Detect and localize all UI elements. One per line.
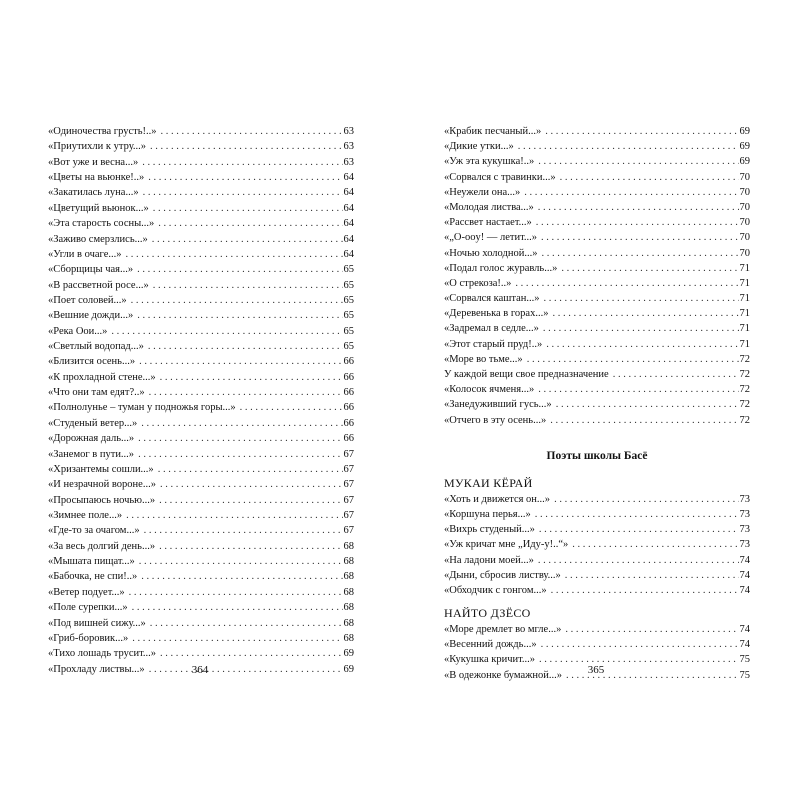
toc-entry	[48, 324, 354, 339]
toc-entry	[444, 413, 750, 428]
entry-title: «Задремал в седле...»	[444, 323, 539, 335]
leader-dots	[142, 155, 342, 170]
entry-title: «Обходчик с гонгом...»	[444, 584, 547, 596]
entry-page-number: 69	[739, 141, 750, 153]
leader-dots	[524, 185, 738, 200]
toc-entry	[444, 230, 750, 245]
leader-dots	[149, 385, 343, 400]
leader-dots	[539, 522, 739, 537]
toc-entry	[48, 308, 354, 323]
entry-title: «Вешние дожди...»	[48, 310, 134, 322]
entry-page-number: 66	[343, 417, 354, 429]
entry-page-number: 74	[739, 569, 750, 581]
toc-entry	[48, 385, 354, 400]
leader-dots	[143, 185, 343, 200]
toc-entry	[48, 462, 354, 477]
entry-title: «Колосок ячменя...»	[444, 384, 535, 396]
entry-title: «Отчего в эту осень...»	[444, 414, 547, 426]
toc-entry	[48, 155, 354, 170]
entry-title: «Близится осень...»	[48, 356, 136, 368]
leader-dots	[560, 170, 739, 185]
entry-page-number: 70	[739, 247, 750, 259]
entry-title: «Угли в очаге...»	[48, 248, 122, 260]
entry-title: «К прохладной стене...»	[48, 371, 156, 383]
entry-title: «Одиночества грусть!..»	[48, 126, 157, 137]
leader-dots	[539, 652, 738, 667]
toc-entry	[48, 124, 354, 139]
entry-title: «О стрекоза!..»	[444, 277, 512, 289]
entry-page-number: 68	[343, 586, 354, 598]
entry-title: «Прохладу листвы...»	[48, 663, 145, 675]
entry-page-number: 72	[739, 414, 750, 426]
entry-page-number: 73	[739, 539, 750, 551]
toc-entry	[444, 352, 750, 367]
entry-page-number: 68	[343, 602, 354, 614]
leader-dots	[129, 585, 343, 600]
entry-title: «Занемог в пути...»	[48, 448, 135, 460]
entry-title: «Рассвет настает...»	[444, 217, 532, 229]
author-entries	[444, 492, 750, 598]
toc-entry	[444, 507, 750, 522]
leader-dots	[538, 553, 739, 568]
entry-title: «Заживо смерзлись...»	[48, 233, 148, 245]
leader-dots	[561, 261, 738, 276]
toc-entry	[444, 321, 750, 336]
leader-dots	[538, 154, 738, 169]
toc-entry	[48, 569, 354, 584]
leader-dots	[551, 583, 739, 598]
entry-page-number: 65	[343, 310, 354, 322]
entry-title: «Уж кричат мне „Иду-у!..“»	[444, 539, 569, 551]
entry-page-number: 70	[739, 201, 750, 213]
entry-page-number: 70	[739, 171, 750, 183]
leader-dots	[158, 216, 342, 231]
toc-entry	[48, 585, 354, 600]
toc-entry	[48, 631, 354, 646]
entry-page-number: 73	[739, 508, 750, 520]
toc-entry	[444, 522, 750, 537]
toc-entry	[444, 583, 750, 598]
leader-dots	[126, 508, 342, 523]
leader-dots	[161, 124, 343, 139]
entry-page-number: 75	[739, 654, 750, 666]
entry-page-number: 72	[739, 353, 750, 365]
author-name: НАЙТО ДЗЁСО	[444, 606, 531, 621]
leader-dots	[541, 246, 738, 261]
entry-title: «Зимнее поле...»	[48, 509, 123, 521]
leader-dots	[541, 230, 738, 245]
entry-title: «Мышата пищат...»	[48, 556, 135, 568]
entry-title: «Тихо лошадь трусит...»	[48, 648, 157, 660]
entry-page-number: 69	[739, 156, 750, 168]
entry-page-number: 67	[343, 463, 354, 475]
entry-title: «Дорожная даль...»	[48, 433, 135, 445]
leader-dots	[159, 539, 342, 554]
leader-dots	[535, 507, 739, 522]
entry-title: «Этот старый пруд!..»	[444, 338, 543, 350]
entry-page-number: 70	[739, 217, 750, 229]
leader-dots	[515, 276, 738, 291]
toc-entry	[444, 382, 750, 397]
entry-title: «За весь долгий день...»	[48, 540, 156, 552]
leader-dots	[545, 124, 738, 139]
right-page-toc	[444, 124, 750, 683]
toc-entry	[48, 278, 354, 293]
leader-dots	[111, 324, 342, 339]
entry-page-number: 65	[343, 264, 354, 276]
entry-page-number: 72	[739, 369, 750, 380]
leader-dots	[546, 337, 738, 352]
entry-title: «Море дремлет во мгле...»	[444, 624, 562, 636]
entry-title: «Эта старость сосны...»	[48, 218, 155, 230]
toc-entry	[48, 447, 354, 462]
entry-page-number: 70	[739, 232, 750, 244]
leader-dots	[160, 477, 343, 492]
leader-dots	[613, 367, 739, 382]
left-page-toc	[48, 124, 354, 677]
entry-page-number: 68	[343, 632, 354, 644]
leader-dots	[132, 600, 343, 615]
entry-page-number: 74	[739, 639, 750, 651]
entry-title: «Закатилась луна...»	[48, 187, 139, 199]
entry-title: «Ветер подует...»	[48, 586, 125, 598]
toc-entry	[48, 539, 354, 554]
entry-title: «Цветы на вьюнке!..»	[48, 172, 145, 184]
entry-title: «Приутихли к утру...»	[48, 141, 147, 153]
leader-dots	[158, 462, 343, 477]
toc-entry	[48, 201, 354, 216]
toc-entry	[48, 232, 354, 247]
entry-page-number: 65	[343, 294, 354, 306]
toc-entry	[444, 291, 750, 306]
toc-entry	[444, 139, 750, 154]
toc-entry	[444, 337, 750, 352]
entry-page-number: 66	[343, 433, 354, 445]
entry-title: «Цветущий вьюнок...»	[48, 202, 149, 214]
toc-entry	[48, 139, 354, 154]
toc-entry	[444, 276, 750, 291]
entry-title: «Под вишней сижу...»	[48, 617, 146, 629]
leader-dots	[138, 431, 342, 446]
entry-page-number: 64	[343, 187, 354, 199]
section-heading: Поэты школы Басё	[546, 449, 648, 462]
leader-dots	[527, 352, 739, 367]
entry-page-number: 66	[343, 402, 354, 414]
entry-page-number: 64	[343, 218, 354, 230]
entry-title: «Хризантемы сошли...»	[48, 463, 154, 475]
entry-page-number: 74	[739, 584, 750, 596]
leader-dots	[148, 170, 342, 185]
entry-page-number: 75	[739, 669, 750, 681]
entry-title: «Уж эта кукушка!..»	[444, 156, 535, 168]
leader-dots	[544, 291, 739, 306]
leader-dots	[141, 416, 342, 431]
toc-entry	[48, 339, 354, 354]
page-number-left: 364	[191, 664, 209, 676]
entry-page-number: 64	[343, 233, 354, 245]
leader-dots	[159, 493, 342, 508]
entry-page-number: 64	[343, 202, 354, 214]
entry-page-number: 71	[739, 262, 750, 274]
leader-dots	[149, 662, 343, 677]
entry-page-number: 72	[739, 399, 750, 411]
entry-title: «Деревенька в горах...»	[444, 308, 549, 320]
entry-page-number: 66	[343, 356, 354, 368]
entry-page-number: 67	[343, 509, 354, 521]
leader-dots	[125, 247, 342, 262]
entry-page-number: 71	[739, 323, 750, 335]
toc-entry	[444, 306, 750, 321]
toc-entry	[48, 554, 354, 569]
toc-entry	[48, 600, 354, 615]
toc-entry	[444, 553, 750, 568]
author-name: МУКАИ КЁРАЙ	[444, 475, 533, 490]
entry-page-number: 71	[739, 338, 750, 350]
entry-page-number: 63	[343, 141, 354, 153]
toc-entry	[48, 477, 354, 492]
leader-dots	[240, 400, 343, 415]
leader-dots	[556, 397, 739, 412]
toc-entry	[444, 568, 750, 583]
entry-page-number: 74	[739, 554, 750, 566]
leader-dots	[536, 215, 739, 230]
toc-entry	[48, 370, 354, 385]
leader-dots	[150, 139, 342, 154]
toc-entry	[444, 492, 750, 507]
entry-title: У каждой вещи свое предназначение	[444, 369, 609, 380]
entry-title: «Сборщицы чая...»	[48, 264, 134, 276]
leader-dots	[552, 306, 738, 321]
toc-entry	[444, 154, 750, 169]
entry-title: «Вихрь студеный...»	[444, 524, 535, 536]
entry-page-number: 73	[739, 493, 750, 505]
toc-entry	[48, 646, 354, 661]
entry-page-number: 70	[739, 186, 750, 198]
entry-page-number: 64	[343, 248, 354, 260]
entry-page-number: 66	[343, 371, 354, 383]
leader-dots	[139, 354, 342, 369]
leader-dots	[160, 370, 343, 385]
entry-title: «Вот уже и весна...»	[48, 156, 139, 168]
entry-page-number: 67	[343, 494, 354, 506]
entry-page-number: 66	[343, 387, 354, 399]
entry-page-number: 68	[343, 617, 354, 629]
entry-title: «Крабик песчаный...»	[444, 126, 542, 137]
toc-entry	[444, 537, 750, 552]
leader-dots	[554, 492, 738, 507]
toc-entry	[48, 400, 354, 415]
entry-page-number: 68	[343, 540, 354, 552]
entry-page-number: 67	[343, 448, 354, 460]
entry-page-number: 68	[343, 556, 354, 568]
right-entries	[444, 124, 750, 428]
toc-entry	[48, 293, 354, 308]
leader-dots	[541, 637, 739, 652]
entry-page-number: 71	[739, 293, 750, 305]
entry-title: «Молодая листва...»	[444, 201, 534, 213]
entry-page-number: 65	[343, 341, 354, 353]
entry-title: «Коршуна перья...»	[444, 508, 531, 520]
leader-dots	[550, 413, 738, 428]
toc-entry	[444, 622, 750, 637]
leader-dots	[138, 447, 342, 462]
entry-title: «Кукушка кричит...»	[444, 654, 536, 666]
toc-entry	[48, 262, 354, 277]
leader-dots	[152, 232, 343, 247]
entry-title: «Подал голос журавль...»	[444, 262, 558, 274]
entry-page-number: 69	[739, 126, 750, 137]
toc-entry	[444, 124, 750, 139]
entry-page-number: 69	[343, 648, 354, 660]
entry-title: «Гриб-боровик...»	[48, 632, 129, 644]
entry-title: «Занедуживший гусь...»	[444, 399, 552, 411]
toc-entry	[444, 246, 750, 261]
toc-entry	[48, 185, 354, 200]
entry-title: «Просыпаюсь ночью...»	[48, 494, 156, 506]
leader-dots	[543, 321, 739, 336]
entry-title: «Хоть и движется он...»	[444, 493, 551, 505]
entry-title: «И незрачной вороне...»	[48, 479, 156, 491]
entry-page-number: 67	[343, 479, 354, 491]
toc-entry	[444, 261, 750, 276]
entry-title: «Студеный ветер...»	[48, 417, 138, 429]
entry-page-number: 73	[739, 524, 750, 536]
entry-title: «В одежонке бумажной...»	[444, 669, 562, 681]
toc-entry	[48, 170, 354, 185]
entry-page-number: 65	[343, 279, 354, 291]
entry-page-number: 65	[343, 325, 354, 337]
toc-entry	[48, 247, 354, 262]
entry-page-number: 71	[739, 308, 750, 320]
entry-page-number: 63	[343, 156, 354, 168]
page-number-right: 365	[587, 664, 605, 676]
leader-dots	[538, 382, 738, 397]
entry-title: «Дикие утки...»	[444, 141, 514, 153]
entry-page-number: 68	[343, 571, 354, 583]
toc-entry	[48, 616, 354, 631]
entry-page-number: 72	[739, 384, 750, 396]
entry-title: «Неужели она...»	[444, 186, 521, 198]
toc-entry	[444, 397, 750, 412]
entry-title: «Бабочка, не спи!..»	[48, 571, 138, 583]
toc-entry	[48, 431, 354, 446]
leader-dots	[518, 139, 739, 154]
leader-dots	[141, 569, 342, 584]
entry-page-number: 71	[739, 277, 750, 289]
leader-dots	[572, 537, 738, 552]
leader-dots	[137, 308, 342, 323]
entry-title: «Поле сурепки...»	[48, 602, 128, 614]
leader-dots	[160, 646, 342, 661]
leader-dots	[150, 616, 343, 631]
toc-entry	[48, 508, 354, 523]
entry-title: «Ночью холодной...»	[444, 247, 538, 259]
entry-title: «Река Оои...»	[48, 325, 108, 337]
entry-page-number: 74	[739, 624, 750, 636]
toc-entry	[48, 493, 354, 508]
entry-title: «Светлый водопад...»	[48, 341, 144, 353]
leader-dots	[131, 293, 343, 308]
entry-title: «Что они там едят?..»	[48, 387, 145, 399]
entry-title: «Поет соловей...»	[48, 294, 127, 306]
entry-title: «На ладони моей...»	[444, 554, 534, 566]
toc-entry	[444, 185, 750, 200]
toc-entry	[48, 354, 354, 369]
author-group-kyorai	[444, 474, 750, 598]
toc-entry	[48, 216, 354, 231]
leader-dots	[132, 631, 342, 646]
toc-entry	[48, 416, 354, 431]
entry-title: «Сорвался с травинки...»	[444, 171, 556, 183]
leader-dots	[565, 568, 739, 583]
toc-entry	[48, 523, 354, 538]
entry-page-number: 63	[343, 126, 354, 137]
toc-entry	[444, 215, 750, 230]
leader-dots	[153, 278, 343, 293]
entry-title: «Дыни, сбросив листву...»	[444, 569, 561, 581]
entry-title: «„О-оoy! — летит...»	[444, 232, 538, 244]
entry-title: «Где-то за очагом...»	[48, 525, 140, 537]
toc-entry	[444, 170, 750, 185]
leader-dots	[538, 200, 739, 215]
entry-page-number: 69	[343, 663, 354, 675]
leader-dots	[137, 262, 342, 277]
toc-entry	[444, 200, 750, 215]
leader-dots	[153, 201, 343, 216]
entry-title: «В рассветной росе...»	[48, 279, 149, 291]
entry-page-number: 67	[343, 525, 354, 537]
toc-entry	[444, 367, 750, 382]
entry-title: «Полнолунье – туман у подножья горы...»	[48, 402, 236, 414]
entry-title: «Сорвался каштан...»	[444, 293, 540, 305]
entry-title: «Море во тьме...»	[444, 353, 523, 365]
toc-entry	[444, 637, 750, 652]
leader-dots	[565, 622, 738, 637]
leader-dots	[139, 554, 343, 569]
entry-page-number: 64	[343, 172, 354, 184]
entry-title: «Весенний дождь...»	[444, 639, 537, 651]
leader-dots	[148, 339, 343, 354]
leader-dots	[144, 523, 343, 538]
